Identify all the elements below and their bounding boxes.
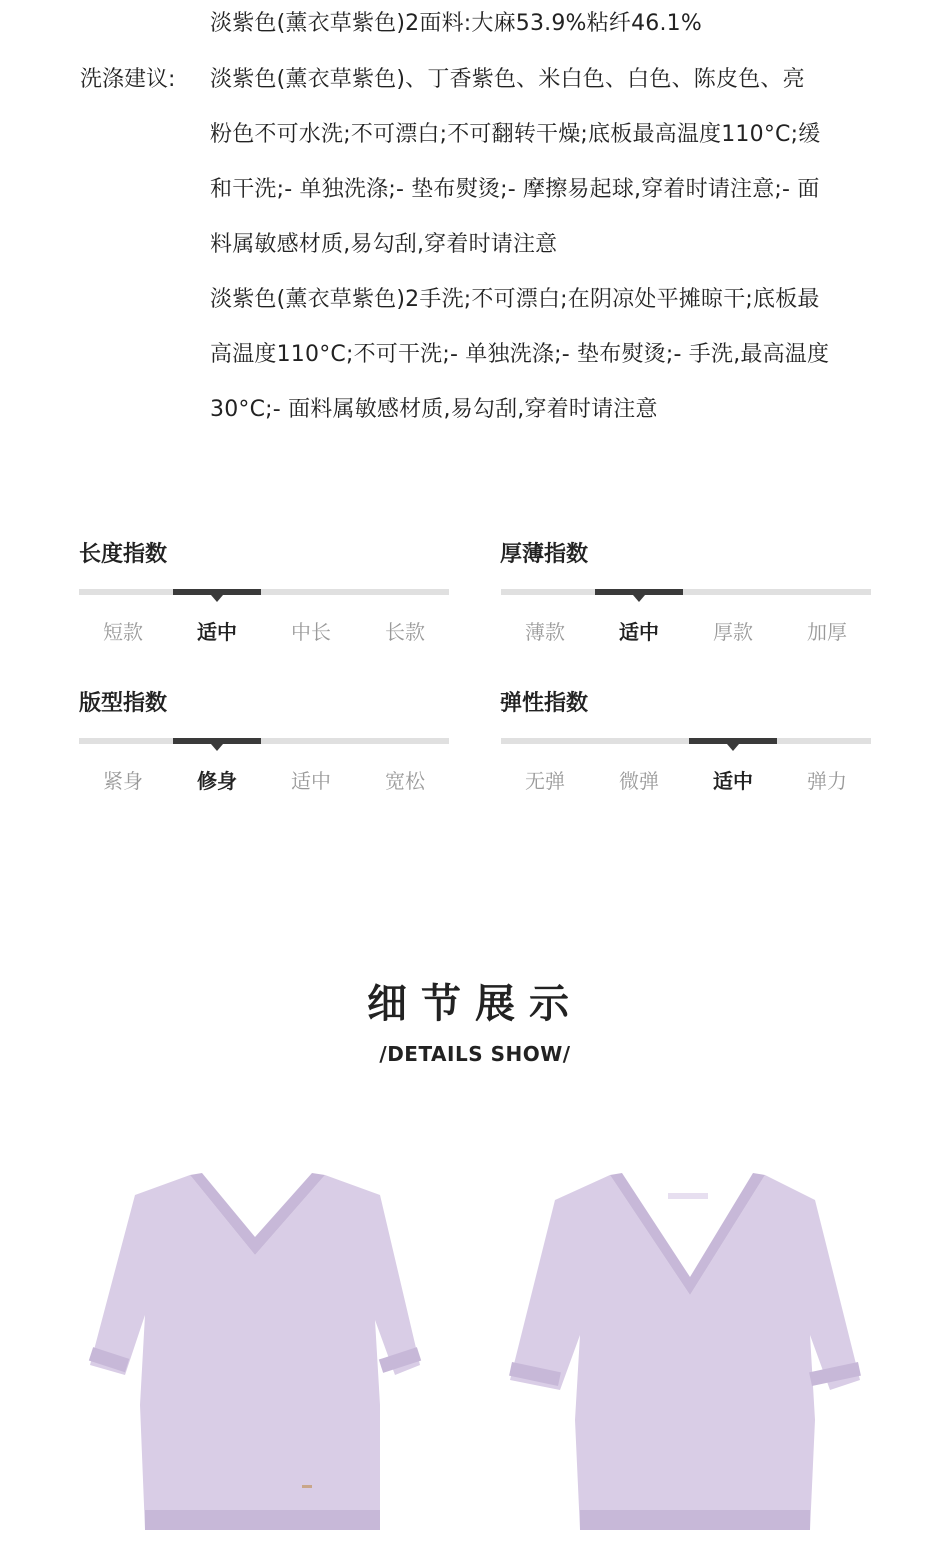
index-track bbox=[79, 589, 449, 595]
index-title: 弹性指数 bbox=[500, 691, 589, 716]
index-option: 长款 bbox=[385, 620, 425, 644]
index-option: 适中 bbox=[197, 620, 237, 644]
index-option: 厚款 bbox=[713, 620, 753, 644]
washing-line: 粉色不可水洗;不可漂白;不可翻转干燥;底板最高温度110°C;缓 bbox=[210, 122, 821, 147]
index-marker bbox=[173, 589, 261, 595]
index-option: 适中 bbox=[291, 769, 331, 793]
index-marker bbox=[595, 589, 683, 595]
washing-line: 和干洗;- 单独洗涤;- 垫布熨烫;- 摩擦易起球,穿着时请注意;- 面 bbox=[210, 177, 820, 202]
washing-line: 淡紫色(薰衣草紫色)2手洗;不可漂白;在阴凉处平摊晾干;底板最 bbox=[210, 287, 820, 312]
index-title: 版型指数 bbox=[79, 691, 168, 716]
washing-line: 高温度110°C;不可干洗;- 单独洗涤;- 垫布熨烫;- 手洗,最高温度 bbox=[210, 342, 830, 367]
washing-label: 洗涤建议: bbox=[80, 67, 176, 92]
index-marker bbox=[689, 738, 777, 744]
index-option: 中长 bbox=[291, 620, 331, 644]
washing-line: 淡紫色(薰衣草紫色)、丁香紫色、米白色、白色、陈皮色、亮 bbox=[210, 67, 805, 92]
index-option: 修身 bbox=[197, 769, 237, 793]
garment-front-image bbox=[80, 1165, 440, 1540]
index-option: 弹力 bbox=[807, 769, 847, 793]
details-subtitle: /DETAILS SHOW/ bbox=[379, 1042, 571, 1066]
washing-line: 30°C;- 面料属敏感材质,易勾刮,穿着时请注意 bbox=[210, 397, 658, 422]
index-option: 短款 bbox=[103, 620, 143, 644]
index-title: 长度指数 bbox=[79, 542, 168, 567]
index-option: 无弹 bbox=[525, 769, 565, 793]
garment-back-image bbox=[505, 1165, 865, 1540]
index-option: 微弹 bbox=[619, 769, 659, 793]
index-option: 适中 bbox=[713, 769, 753, 793]
index-track bbox=[501, 589, 871, 595]
index-option: 加厚 bbox=[807, 620, 847, 644]
index-option: 适中 bbox=[619, 620, 659, 644]
index-track bbox=[79, 738, 449, 744]
index-track bbox=[501, 738, 871, 744]
index-option: 宽松 bbox=[385, 769, 425, 793]
index-option: 薄款 bbox=[525, 620, 565, 644]
index-option: 紧身 bbox=[103, 769, 143, 793]
details-title: 细节展示 bbox=[367, 981, 583, 1027]
washing-line: 料属敏感材质,易勾刮,穿着时请注意 bbox=[210, 232, 558, 257]
composition-line: 淡紫色(薰衣草紫色)2面料:大麻53.9%粘纤46.1% bbox=[210, 11, 702, 36]
index-marker bbox=[173, 738, 261, 744]
index-title: 厚薄指数 bbox=[500, 542, 589, 567]
